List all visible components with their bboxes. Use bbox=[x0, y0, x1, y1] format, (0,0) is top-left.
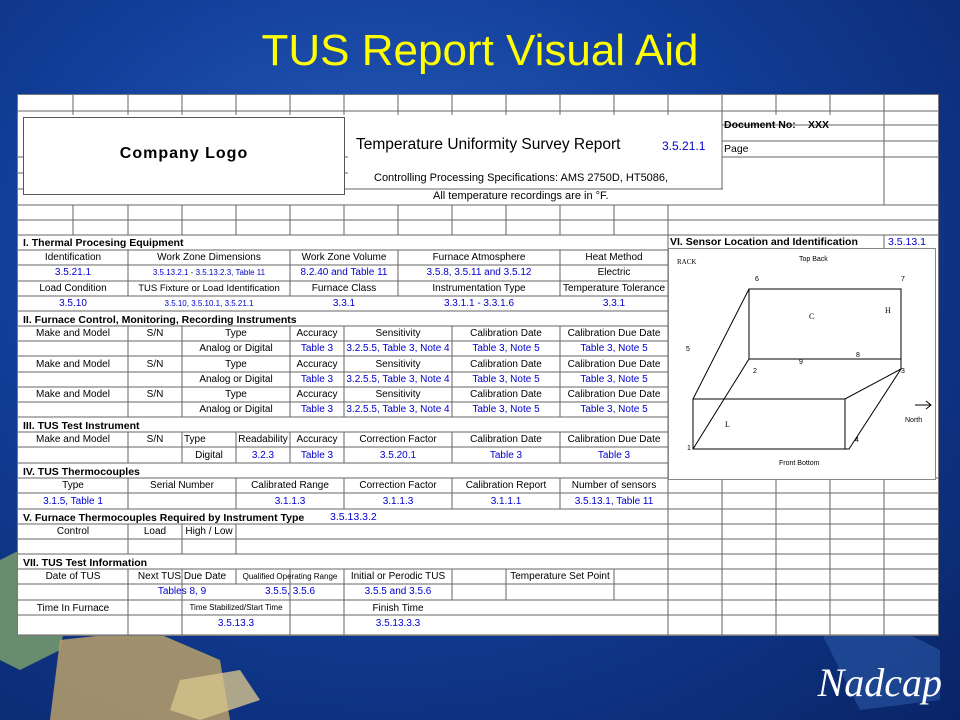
header-cell: Sensitivity bbox=[375, 359, 421, 370]
value-cell: Table 3, Note 5 bbox=[580, 404, 648, 415]
value-cell: 3.5.8, 3.5.11 and 3.5.12 bbox=[426, 267, 532, 278]
value-cell: 3.2.5.5, Table 3, Note 4 bbox=[346, 374, 450, 385]
header-cell: Number of sensors bbox=[571, 480, 657, 491]
header-cell: Calibration Due Date bbox=[567, 359, 661, 370]
value-cell: Table 3 bbox=[597, 450, 631, 461]
header-cell: Calibration Date bbox=[470, 359, 542, 370]
nadcap-logo: Nadcap bbox=[817, 660, 942, 705]
header-cell: Accuracy bbox=[296, 434, 338, 445]
header-cell: Make and Model bbox=[36, 359, 110, 370]
header-cell: Calibration Due Date bbox=[567, 389, 661, 400]
header-cell: Identification bbox=[44, 252, 102, 263]
section-6-title: VI. Sensor Location and Identification bbox=[670, 236, 858, 248]
header-cell: Correction Factor bbox=[359, 480, 437, 491]
header-cell: Finish Time bbox=[372, 603, 424, 614]
header-cell: Temperature Tolerance bbox=[562, 283, 666, 294]
header-cell: Accuracy bbox=[296, 389, 338, 400]
value-cell: 3.2.5.5, Table 3, Note 4 bbox=[346, 343, 450, 354]
value-cell: 3.5.10 bbox=[59, 298, 87, 309]
header-cell: Next TUS Due Date bbox=[137, 571, 227, 582]
value-cell: Digital bbox=[195, 450, 223, 461]
header-cell: Make and Model bbox=[36, 328, 110, 339]
header-cell: Sensitivity bbox=[375, 389, 421, 400]
section-4-title: IV. TUS Thermocouples bbox=[23, 466, 140, 478]
report-title: Temperature Uniformity Survey Report bbox=[356, 136, 621, 153]
value-cell: Table 3, Note 5 bbox=[580, 374, 648, 385]
spec-line: Controlling Processing Specifications: AMS 2750D, HT5086, bbox=[374, 172, 669, 184]
header-cell: Serial Number bbox=[150, 480, 214, 491]
header-cell: Type bbox=[62, 480, 84, 491]
header-cell: Initial or Perodic TUS bbox=[350, 571, 446, 582]
header-cell: Correction Factor bbox=[359, 434, 437, 445]
value-cell: 3.5.13.2.1 - 3.5.13.2.3, Table 11 bbox=[152, 268, 266, 277]
sensor-label: 6 bbox=[755, 276, 759, 283]
value-cell: 3.5.13.3.3 bbox=[375, 618, 421, 629]
report-ref: 3.5.21.1 bbox=[662, 139, 706, 153]
header-cell: Accuracy bbox=[296, 359, 338, 370]
value-cell: 3.1.1.3 bbox=[274, 496, 306, 507]
value-cell: Tables 8, 9 bbox=[157, 586, 207, 597]
header-cell: S/N bbox=[146, 389, 164, 400]
sensor-label: 2 bbox=[753, 368, 757, 375]
header-cell: Make and Model bbox=[36, 434, 110, 445]
header-cell: S/N bbox=[146, 434, 164, 445]
value-cell: 3.3.1 bbox=[602, 298, 626, 309]
header-cell: Type bbox=[225, 389, 247, 400]
header-cell: Work Zone Volume bbox=[301, 252, 387, 263]
value-cell: 3.5.5, 3.5.6 bbox=[264, 586, 316, 597]
header-cell: Calibration Date bbox=[470, 328, 542, 339]
value-cell: Electric bbox=[597, 267, 631, 278]
sensor-label: 1 bbox=[687, 445, 691, 452]
value-cell: Table 3 bbox=[300, 450, 334, 461]
tus-report-sheet bbox=[17, 94, 939, 636]
sensor-label: C bbox=[809, 312, 815, 321]
sensor-label: 5 bbox=[686, 346, 690, 353]
header-cell: Load Condition bbox=[39, 283, 107, 294]
header-cell: Time Stabilized/Start Time bbox=[189, 603, 283, 612]
doc-no-label: Document No: bbox=[724, 119, 796, 131]
value-cell: 3.2.3 bbox=[251, 450, 275, 461]
header-cell: Accuracy bbox=[296, 328, 338, 339]
company-logo-text: Company Logo bbox=[119, 145, 249, 162]
value-cell: Table 3, Note 5 bbox=[472, 374, 540, 385]
value-cell: Table 3, Note 5 bbox=[580, 343, 648, 354]
value-cell: Analog or Digital bbox=[199, 374, 273, 385]
header-cell: Type bbox=[225, 328, 247, 339]
section-5-ref: 3.5.13.3.2 bbox=[330, 511, 377, 523]
value-cell: 8.2.40 and Table 11 bbox=[300, 267, 388, 278]
header-cell: Calibration Date bbox=[470, 434, 542, 445]
value-cell: 3.5.5 and 3.5.6 bbox=[364, 586, 432, 597]
section-5-title: V. Furnace Thermocouples Required by Instrument Type bbox=[23, 512, 305, 524]
value-cell: Table 3, Note 5 bbox=[472, 343, 540, 354]
value-cell: 3.5.21.1 bbox=[54, 267, 92, 278]
value-cell: Table 3 bbox=[300, 343, 334, 354]
header-cell: Temperature Set Point bbox=[510, 571, 610, 582]
header-cell: Type bbox=[225, 359, 247, 370]
sensor-label: 8 bbox=[856, 352, 860, 359]
header-cell: Qualified Operating Range bbox=[242, 572, 338, 581]
header-cell: Calibration Due Date bbox=[567, 328, 661, 339]
header-cell: S/N bbox=[146, 328, 164, 339]
section-2-title: II. Furnace Control, Monitoring, Recording Instruments bbox=[23, 314, 297, 326]
value-cell: Table 3 bbox=[300, 404, 334, 415]
section-1-title: I. Thermal Procesing Equipment bbox=[23, 237, 184, 249]
value-cell: Table 3 bbox=[489, 450, 523, 461]
slide-title: TUS Report Visual Aid bbox=[261, 26, 699, 75]
sensor-label: L bbox=[725, 420, 730, 429]
sensor-label: 3 bbox=[901, 368, 905, 375]
header-cell: Sensitivity bbox=[375, 328, 421, 339]
value-cell: High / Low bbox=[185, 526, 233, 537]
header-cell: TUS Fixture or Load Identification bbox=[138, 283, 280, 294]
header-cell: Furnace Class bbox=[311, 283, 377, 294]
value-cell: 3.5.10, 3.5.10.1, 3.5.21.1 bbox=[164, 299, 254, 308]
value-cell: Analog or Digital bbox=[199, 343, 273, 354]
value-cell: Table 3 bbox=[300, 374, 334, 385]
header-cell: Type bbox=[184, 434, 206, 445]
header-cell: Calibrated Range bbox=[251, 480, 329, 491]
section-3-title: III. TUS Test Instrument bbox=[23, 420, 140, 432]
rack-label: RACK bbox=[677, 258, 697, 266]
value-cell: 3.1.1.3 bbox=[382, 496, 414, 507]
header-cell: Heat Method bbox=[585, 252, 643, 263]
front-bottom-label: Front Bottom bbox=[779, 460, 820, 467]
units-line: All temperature recordings are in °F. bbox=[433, 190, 609, 202]
value-cell: 3.1.1.1 bbox=[490, 496, 522, 507]
sensor-label: 7 bbox=[901, 276, 905, 283]
sensor-label: H bbox=[885, 306, 891, 315]
header-cell: Furnace Atmosphere bbox=[432, 252, 526, 263]
header-cell: Work Zone Dimensions bbox=[157, 252, 261, 263]
value-cell: Analog or Digital bbox=[199, 404, 273, 415]
section-7-title: VII. TUS Test Information bbox=[23, 557, 148, 569]
header-cell: Calibration Date bbox=[470, 389, 542, 400]
page-label: Page bbox=[724, 143, 749, 155]
header-cell: Calibration Report bbox=[465, 480, 547, 491]
header-cell: Instrumentation Type bbox=[432, 283, 526, 294]
header-cell: Make and Model bbox=[36, 389, 110, 400]
value-cell: Control bbox=[56, 526, 90, 537]
header-cell: Time In Furnace bbox=[36, 603, 110, 614]
header-cell: Readability bbox=[238, 434, 288, 445]
value-cell: Load bbox=[143, 526, 167, 537]
header-cell: Calibration Due Date bbox=[567, 434, 661, 445]
north-label: North bbox=[905, 417, 923, 424]
sensor-label: 4 bbox=[855, 437, 859, 444]
top-back-label: Top Back bbox=[799, 256, 828, 263]
value-cell: Table 3, Note 5 bbox=[472, 404, 540, 415]
value-cell: 3.3.1.1 - 3.3.1.6 bbox=[443, 298, 515, 309]
value-cell: 3.5.20.1 bbox=[379, 450, 417, 461]
value-cell: 3.5.13.3 bbox=[217, 618, 255, 629]
value-cell: 3.2.5.5, Table 3, Note 4 bbox=[346, 404, 450, 415]
header-cell: Date of TUS bbox=[45, 571, 101, 582]
value-cell: 3.3.1 bbox=[332, 298, 356, 309]
company-logo-box bbox=[23, 117, 345, 195]
rack-diagram bbox=[668, 248, 936, 480]
header-cell: S/N bbox=[146, 359, 164, 370]
section-6-ref: 3.5.13.1 bbox=[888, 236, 926, 248]
value-cell: 3.1.5, Table 1 bbox=[43, 496, 103, 507]
value-cell: 3.5.13.1, Table 11 bbox=[574, 496, 654, 507]
doc-no-value: XXX bbox=[808, 119, 830, 131]
sensor-label: 9 bbox=[799, 359, 803, 366]
